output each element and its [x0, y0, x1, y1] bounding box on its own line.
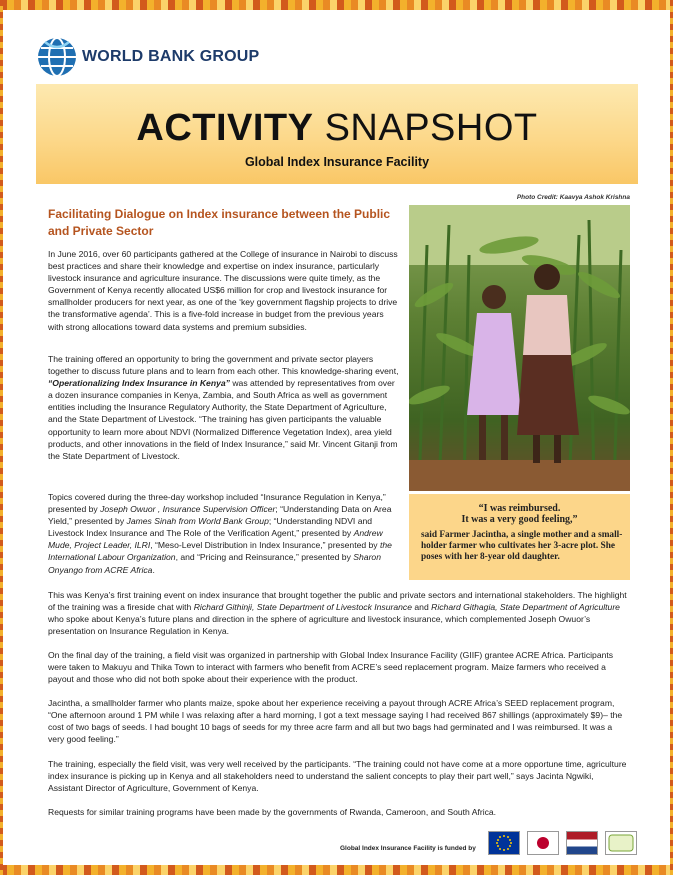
border-stripe	[428, 0, 435, 10]
border-stripe	[582, 0, 589, 10]
border-stripe	[225, 0, 232, 10]
border-stripe	[624, 865, 631, 875]
border-stripe	[309, 0, 316, 10]
border-stripe	[393, 865, 400, 875]
p4-a: This was Kenya’s first training event on index insurance that brought together the public and private sectors and international stakeholders. The highlight of the training was a fireside chat with	[48, 590, 627, 613]
border-stripe	[126, 0, 133, 10]
border-stripe	[617, 0, 624, 10]
netherlands-flag-icon	[566, 831, 598, 855]
p3-i: , and “Pricing and Reinsurance,” presented by	[175, 552, 354, 563]
border-stripe	[133, 0, 140, 10]
border-stripe	[203, 865, 210, 875]
bottom-border-strip	[0, 865, 673, 875]
border-stripe	[344, 0, 351, 10]
border-stripe	[526, 865, 533, 875]
border-stripe	[77, 0, 84, 10]
border-stripe	[421, 865, 428, 875]
border-stripe	[154, 0, 161, 10]
border-stripe	[147, 865, 154, 875]
paragraph-5: On the final day of the training, a field visit was organized in partnership with Global Index Insurance Facility (GIIF) grantee ACRE Africa. Participants were taken to Makuyu and Thika Town to interact with farmers who benefit from ACRE’s seed replacement program. Maize farmers who received a payout and those who did not both spoke about their experience with the product.	[48, 650, 614, 685]
paragraph-4	[48, 589, 628, 637]
border-stripe	[547, 865, 554, 875]
border-stripe	[533, 865, 540, 875]
border-stripe	[575, 0, 582, 10]
border-stripe	[372, 865, 379, 875]
border-stripe	[42, 0, 49, 10]
border-stripe	[659, 0, 666, 10]
p3-f: Andrew Mude, Project Leader, ILRI	[48, 528, 383, 551]
border-stripe	[253, 865, 260, 875]
border-stripe	[232, 865, 239, 875]
border-stripe	[239, 0, 246, 10]
border-stripe	[98, 865, 105, 875]
border-stripe	[196, 865, 203, 875]
p3-a: Topics covered during the three-day workshop included “Insurance Regulation in Kenya,” presented by	[48, 492, 386, 515]
border-stripe	[498, 0, 505, 10]
border-stripe	[652, 865, 659, 875]
border-stripe	[568, 0, 575, 10]
border-stripe	[154, 865, 161, 875]
border-stripe	[323, 865, 330, 875]
border-stripe	[140, 865, 147, 875]
farmer-photo	[409, 205, 630, 491]
quote-line-2: It was a very good feeling,”	[461, 514, 578, 525]
border-stripe	[21, 0, 28, 10]
border-stripe	[295, 865, 302, 875]
border-stripe	[400, 0, 407, 10]
border-stripe	[330, 865, 337, 875]
border-stripe	[645, 865, 652, 875]
border-stripe	[225, 865, 232, 875]
border-stripe	[610, 0, 617, 10]
border-stripe	[267, 865, 274, 875]
border-stripe	[140, 0, 147, 10]
border-stripe	[414, 865, 421, 875]
border-stripe	[407, 865, 414, 875]
border-stripe	[91, 0, 98, 10]
p3-d: James Sinah from World Bank Group	[126, 516, 269, 527]
border-stripe	[400, 865, 407, 875]
border-stripe	[217, 0, 224, 10]
border-stripe	[70, 0, 77, 10]
border-stripe	[161, 865, 168, 875]
p3-g: , “Meso-Level Distribution in Index Insurance,” presented by	[150, 540, 380, 551]
p3-e: ; “Understanding NDVI and Livestock Index Insurance and The Role of the Verification Agent,” presented by	[48, 516, 373, 539]
border-stripe	[652, 0, 659, 10]
border-stripe	[533, 0, 540, 10]
border-stripe	[7, 865, 14, 875]
border-stripe	[14, 865, 21, 875]
border-stripe	[505, 0, 512, 10]
border-stripe	[210, 865, 217, 875]
border-stripe	[568, 865, 575, 875]
border-stripe	[596, 0, 603, 10]
border-stripe	[442, 0, 449, 10]
border-stripe	[491, 0, 498, 10]
border-stripe	[407, 0, 414, 10]
border-stripe	[449, 0, 456, 10]
border-stripe	[302, 865, 309, 875]
paragraph-8: Requests for similar training programs have been made by the governments of Rwanda, Cameroon, and South Africa.	[48, 807, 497, 817]
border-stripe	[330, 0, 337, 10]
p2-text-a: The training offered an opportunity to bring the government and private sector players together to discuss future plans and to learn from each other. This knowledge-sharing event,	[48, 354, 399, 377]
border-stripe	[484, 865, 491, 875]
border-stripe	[526, 0, 533, 10]
border-stripe	[540, 865, 547, 875]
border-stripe	[49, 0, 56, 10]
border-stripe	[42, 865, 49, 875]
border-stripe	[351, 865, 358, 875]
p2-text-c: was attended by representatives from over a dozen insurance companies in Kenya, Zambia, and South Africa as well as government entities including the Insurance Regulatory Authority, the State Department of Agriculture, and the State Department of Livestock. “The training has given participants the valuable opportunity to learn more about NDVI (Normalized Difference Vegetation Index), area yield products, and other innovations in the field of Index Insurance,” said Mr. Vincent Gitanji from the State Department of Livestock.	[48, 378, 398, 461]
border-stripe	[575, 865, 582, 875]
border-stripe	[631, 0, 638, 10]
p4-e: who spoke about Kenya’s future plans and direction in the sphere of agriculture and livestock insurance, which complemented Joseph Owuor’s presentation on Insurance Regulation in Kenya.	[48, 614, 591, 637]
border-stripe	[112, 865, 119, 875]
border-stripe	[56, 0, 63, 10]
border-stripe	[512, 0, 519, 10]
border-stripe	[210, 0, 217, 10]
border-stripe	[365, 865, 372, 875]
border-stripe	[323, 0, 330, 10]
border-stripe	[119, 0, 126, 10]
border-stripe	[112, 0, 119, 10]
border-stripe	[281, 0, 288, 10]
seco-logo-icon	[605, 831, 637, 855]
border-stripe	[28, 865, 35, 875]
paragraph-2	[48, 353, 400, 462]
quote-caption: said Farmer Jacintha, a single mother and a small-holder farmer who cultivates her 3-acre plot. She poses with her 8-year old daughter.	[421, 530, 623, 562]
border-stripe	[168, 865, 175, 875]
border-stripe	[105, 0, 112, 10]
border-stripe	[456, 0, 463, 10]
border-stripe	[91, 865, 98, 875]
border-stripe	[512, 865, 519, 875]
border-stripe	[358, 0, 365, 10]
p4-d: Richard Githagia, State Department of Agriculture	[431, 602, 620, 613]
border-stripe	[175, 0, 182, 10]
border-stripe	[463, 0, 470, 10]
border-stripe	[260, 0, 267, 10]
border-stripe	[105, 865, 112, 875]
border-stripe	[491, 865, 498, 875]
border-stripe	[63, 865, 70, 875]
border-stripe	[540, 0, 547, 10]
border-stripe	[189, 0, 196, 10]
border-stripe	[547, 0, 554, 10]
border-stripe	[470, 0, 477, 10]
border-stripe	[645, 0, 652, 10]
border-stripe	[442, 865, 449, 875]
border-stripe	[14, 0, 21, 10]
border-stripe	[274, 865, 281, 875]
border-stripe	[379, 865, 386, 875]
border-stripe	[498, 865, 505, 875]
border-stripe	[133, 865, 140, 875]
border-stripe	[288, 0, 295, 10]
border-stripe	[119, 865, 126, 875]
border-stripe	[456, 865, 463, 875]
border-stripe	[267, 0, 274, 10]
border-stripe	[519, 865, 526, 875]
border-stripe	[126, 865, 133, 875]
border-stripe	[35, 0, 42, 10]
world-bank-logo	[36, 36, 259, 78]
border-stripe	[203, 0, 210, 10]
border-stripe	[175, 865, 182, 875]
border-stripe	[337, 0, 344, 10]
border-stripe	[463, 865, 470, 875]
border-stripe	[554, 0, 561, 10]
paragraph-1: In June 2016, over 60 participants gathered at the College of insurance in Nairobi to discuss best practices and share their knowledge and expertise on index insurance, particularly livestock insurance and agriculture insurance. The discussions were quite timely, as the Government of Kenya recently allocated US$6 million for crop and livestock insurance for smallholder producers for next year, as one of the ‘key government flagship projects to drive the transformative agenda’. This is a five-fold increase in budget from the previous years with strong allocations toward data systems and premium subsidies.	[48, 249, 398, 332]
eu-flag-icon	[488, 831, 520, 855]
funded-by-label: Global Index Insurance Facility is funded by	[340, 845, 476, 852]
border-stripe	[56, 865, 63, 875]
border-stripe	[63, 0, 70, 10]
border-stripe	[358, 865, 365, 875]
border-stripe	[589, 865, 596, 875]
banner-title-thin: SNAPSHOT	[324, 107, 538, 149]
border-stripe	[414, 0, 421, 10]
logo-text: WORLD BANK GROUP	[82, 48, 260, 65]
farmer-photo-illustration	[409, 205, 630, 491]
border-stripe	[470, 865, 477, 875]
border-stripe	[582, 865, 589, 875]
border-stripe	[372, 0, 379, 10]
paragraph-6: Jacintha, a smallholder farmer who plants maize, spoke about her experience receiving a payout through ACRE Africa’s SEED replacement program, “One afternoon around 1 PM while I was relaxing after a hard morning, I got a text message saying I had received 867 shillings (approximately $9)– the cost of two bags of seeds. I had bought 10 bags of seeds for my three acre farm and all but two bags had germinated and I was reimbursed. It was a very good feeling.”	[48, 698, 623, 745]
border-stripe	[505, 865, 512, 875]
border-stripe	[232, 0, 239, 10]
border-stripe	[147, 0, 154, 10]
border-stripe	[49, 865, 56, 875]
border-stripe	[7, 0, 14, 10]
japan-flag-icon	[527, 831, 559, 855]
border-stripe	[603, 0, 610, 10]
border-stripe	[217, 865, 224, 875]
p3-b: Joseph Owuor , Insurance Supervision Officer	[100, 504, 276, 515]
border-stripe	[161, 0, 168, 10]
border-stripe	[365, 0, 372, 10]
border-stripe	[302, 0, 309, 10]
border-stripe	[484, 0, 491, 10]
border-stripe	[603, 865, 610, 875]
border-stripe	[260, 865, 267, 875]
border-stripe	[449, 865, 456, 875]
border-stripe	[638, 865, 645, 875]
banner-title	[36, 107, 638, 150]
border-stripe	[393, 0, 400, 10]
border-stripe	[35, 865, 42, 875]
border-stripe	[182, 0, 189, 10]
left-border-strip	[0, 0, 3, 875]
border-stripe	[624, 0, 631, 10]
border-stripe	[659, 865, 666, 875]
border-stripe	[84, 865, 91, 875]
border-stripe	[344, 865, 351, 875]
border-stripe	[351, 0, 358, 10]
border-stripe	[386, 865, 393, 875]
border-stripe	[295, 0, 302, 10]
border-stripe	[519, 0, 526, 10]
banner-title-bold: ACTIVITY	[136, 107, 314, 149]
border-stripe	[98, 0, 105, 10]
p3-j: Sharon Onyango from ACRE Africa	[48, 552, 381, 575]
paragraph-7: The training, especially the field visit, was very well received by the participants. “The training could not have come at a more opportune time, agriculture index insurance is picking up in Kenya and all stakeholders need to understand the salient concepts to play their part well,” says Jacinta Ngwiki, Assistant Director of Agriculture, Government of Kenya.	[48, 759, 627, 794]
globe-icon	[36, 36, 78, 78]
border-stripe	[168, 0, 175, 10]
border-stripe	[239, 865, 246, 875]
border-stripe	[189, 865, 196, 875]
activity-snapshot-banner	[36, 84, 638, 184]
border-stripe	[70, 865, 77, 875]
border-stripe	[386, 0, 393, 10]
border-stripe	[435, 865, 442, 875]
quote-line-1: “I was reimbursed.	[478, 503, 561, 514]
border-stripe	[28, 0, 35, 10]
border-stripe	[435, 0, 442, 10]
border-stripe	[246, 0, 253, 10]
border-stripe	[196, 0, 203, 10]
border-stripe	[561, 865, 568, 875]
border-stripe	[84, 0, 91, 10]
quote-box	[409, 494, 630, 580]
p4-b: Richard Githinji, State Department of Livestock Insurance	[193, 602, 412, 613]
top-border-strip	[0, 0, 673, 10]
border-stripe	[610, 865, 617, 875]
paragraph-3	[48, 491, 400, 576]
border-stripe	[253, 0, 260, 10]
article-headline: Facilitating Dialogue on Index insurance between the Public and Private Sector	[48, 207, 391, 238]
border-stripe	[561, 0, 568, 10]
border-stripe	[182, 865, 189, 875]
border-stripe	[596, 865, 603, 875]
border-stripe	[77, 865, 84, 875]
photo-credit: Photo Credit: Kaavya Ashok Krishna	[516, 194, 630, 201]
border-stripe	[617, 865, 624, 875]
border-stripe	[246, 865, 253, 875]
border-stripe	[421, 0, 428, 10]
border-stripe	[589, 0, 596, 10]
border-stripe	[281, 865, 288, 875]
p3-h: the International Labour Organization	[48, 540, 392, 563]
p2-event-name: “Operationalizing Index Insurance in Kenya”	[48, 378, 230, 389]
border-stripe	[21, 865, 28, 875]
border-stripe	[288, 865, 295, 875]
border-stripe	[379, 0, 386, 10]
border-stripe	[316, 0, 323, 10]
p4-c: and	[412, 602, 432, 613]
border-stripe	[309, 865, 316, 875]
p3-c: ; “Understanding Data on Area Yield,” presented by	[48, 504, 392, 527]
border-stripe	[477, 0, 484, 10]
border-stripe	[631, 865, 638, 875]
banner-subtitle: Global Index Insurance Facility	[244, 155, 430, 169]
border-stripe	[428, 865, 435, 875]
border-stripe	[554, 865, 561, 875]
p3-k: .	[152, 564, 155, 575]
border-stripe	[274, 0, 281, 10]
border-stripe	[638, 0, 645, 10]
border-stripe	[477, 865, 484, 875]
border-stripe	[316, 865, 323, 875]
border-stripe	[337, 865, 344, 875]
